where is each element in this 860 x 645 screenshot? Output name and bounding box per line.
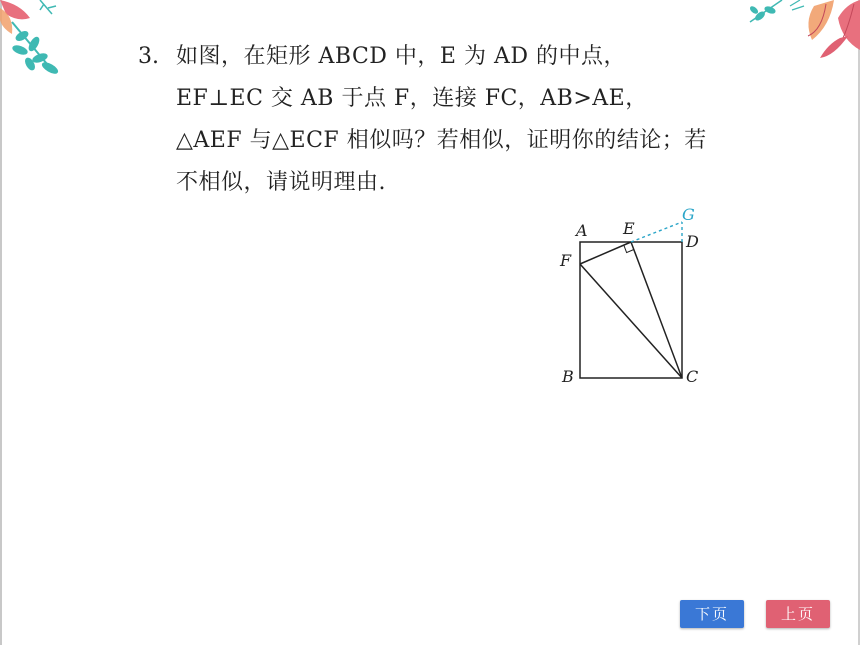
slide-frame-left <box>0 0 2 645</box>
leaf-decoration-top-right-icon <box>730 0 860 70</box>
helper-line-eg <box>631 222 682 242</box>
problem-block <box>138 36 713 204</box>
problem-number: 3. <box>138 44 159 69</box>
previous-page-button[interactable]: 上页 <box>766 600 830 628</box>
next-page-button[interactable]: 下页 <box>680 600 744 628</box>
rectangle-abcd <box>580 242 682 378</box>
segment-ec <box>631 242 682 378</box>
label-b: B <box>562 367 574 386</box>
label-f: F <box>560 251 572 270</box>
geometry-figure <box>556 204 716 394</box>
segment-fc <box>580 264 682 378</box>
label-d: D <box>686 232 699 251</box>
label-e: E <box>623 219 635 238</box>
label-c: C <box>686 367 699 386</box>
problem-text: 如图，在矩形 ABCD 中，E 为 AD 的中点，EF⊥EC 交 AB 于点 F，连接 FC，AB>AE，△AEF 与△ECF 相似吗？若相似，证明你的结论；若不相似，请说明理由. <box>176 44 707 195</box>
label-g: G <box>682 205 695 224</box>
label-a: A <box>576 221 588 240</box>
leaf-decoration-top-left-icon <box>0 0 80 80</box>
